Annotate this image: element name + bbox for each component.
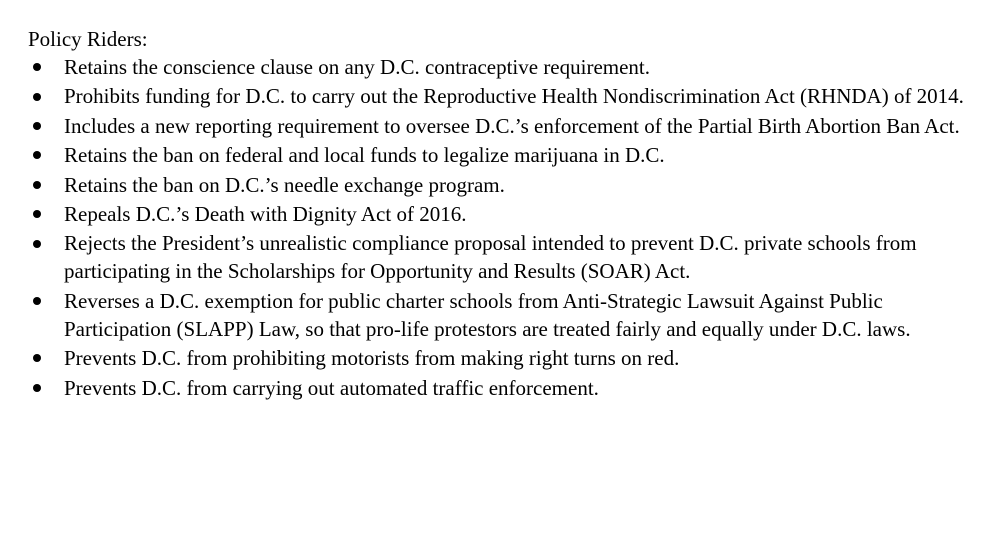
list-item bbox=[28, 82, 968, 110]
list-item-text: Includes a new reporting requirement to oversee D.C.’s enforcement of the Partial Birth Abortion Ban Act. bbox=[64, 113, 960, 138]
list-item-text: Rejects the President’s unrealistic compliance proposal intended to prevent D.C. private schools from participating in the Scholarships for Opportunity and Results (SOAR) Act. bbox=[64, 231, 917, 284]
bullet-icon bbox=[31, 82, 43, 110]
bullet-icon bbox=[31, 171, 43, 199]
list-item bbox=[28, 344, 968, 372]
bullet-icon bbox=[31, 141, 43, 169]
bullet-icon bbox=[31, 200, 43, 228]
list-item bbox=[28, 171, 968, 199]
bullet-icon bbox=[31, 229, 43, 257]
list-item-text: Retains the conscience clause on any D.C. contraceptive requirement. bbox=[64, 55, 651, 79]
list-item bbox=[28, 200, 968, 228]
list-item bbox=[28, 53, 968, 81]
list-item-text: Retains the ban on federal and local funds to legalize marijuana in D.C. bbox=[64, 143, 665, 168]
list-item bbox=[28, 229, 968, 285]
list-item bbox=[28, 287, 968, 343]
bullet-icon bbox=[31, 112, 43, 140]
list-item bbox=[28, 374, 968, 402]
list-item-text: Retains the ban on D.C.’s needle exchange program. bbox=[64, 172, 505, 197]
document-body bbox=[28, 25, 968, 403]
list-item bbox=[28, 141, 968, 169]
list-item bbox=[28, 112, 968, 140]
list-item-text: Prevents D.C. from prohibiting motorists from making right turns on red. bbox=[64, 346, 680, 371]
bullet-icon bbox=[31, 344, 43, 372]
list-item-text: Prohibits funding for D.C. to carry out the Reproductive Health Nondiscrimination Act (RHNDA) of 2014. bbox=[64, 84, 964, 109]
bullet-icon bbox=[31, 287, 43, 315]
list-item-text: Reverses a D.C. exemption for public charter schools from Anti-Strategic Lawsuit Against Public Participation (SLAPP) Law, so that pro-life protestors are treated fairly and equally under D.C. laws. bbox=[64, 288, 911, 341]
list-item-text: Prevents D.C. from carrying out automated traffic enforcement. bbox=[64, 375, 599, 400]
section-heading: Policy Riders: bbox=[28, 27, 148, 51]
bullet-icon bbox=[31, 53, 43, 81]
list-item-text: Repeals D.C.’s Death with Dignity Act of 2016. bbox=[64, 201, 467, 226]
bullet-icon bbox=[31, 374, 43, 402]
policy-riders-list bbox=[28, 53, 968, 402]
